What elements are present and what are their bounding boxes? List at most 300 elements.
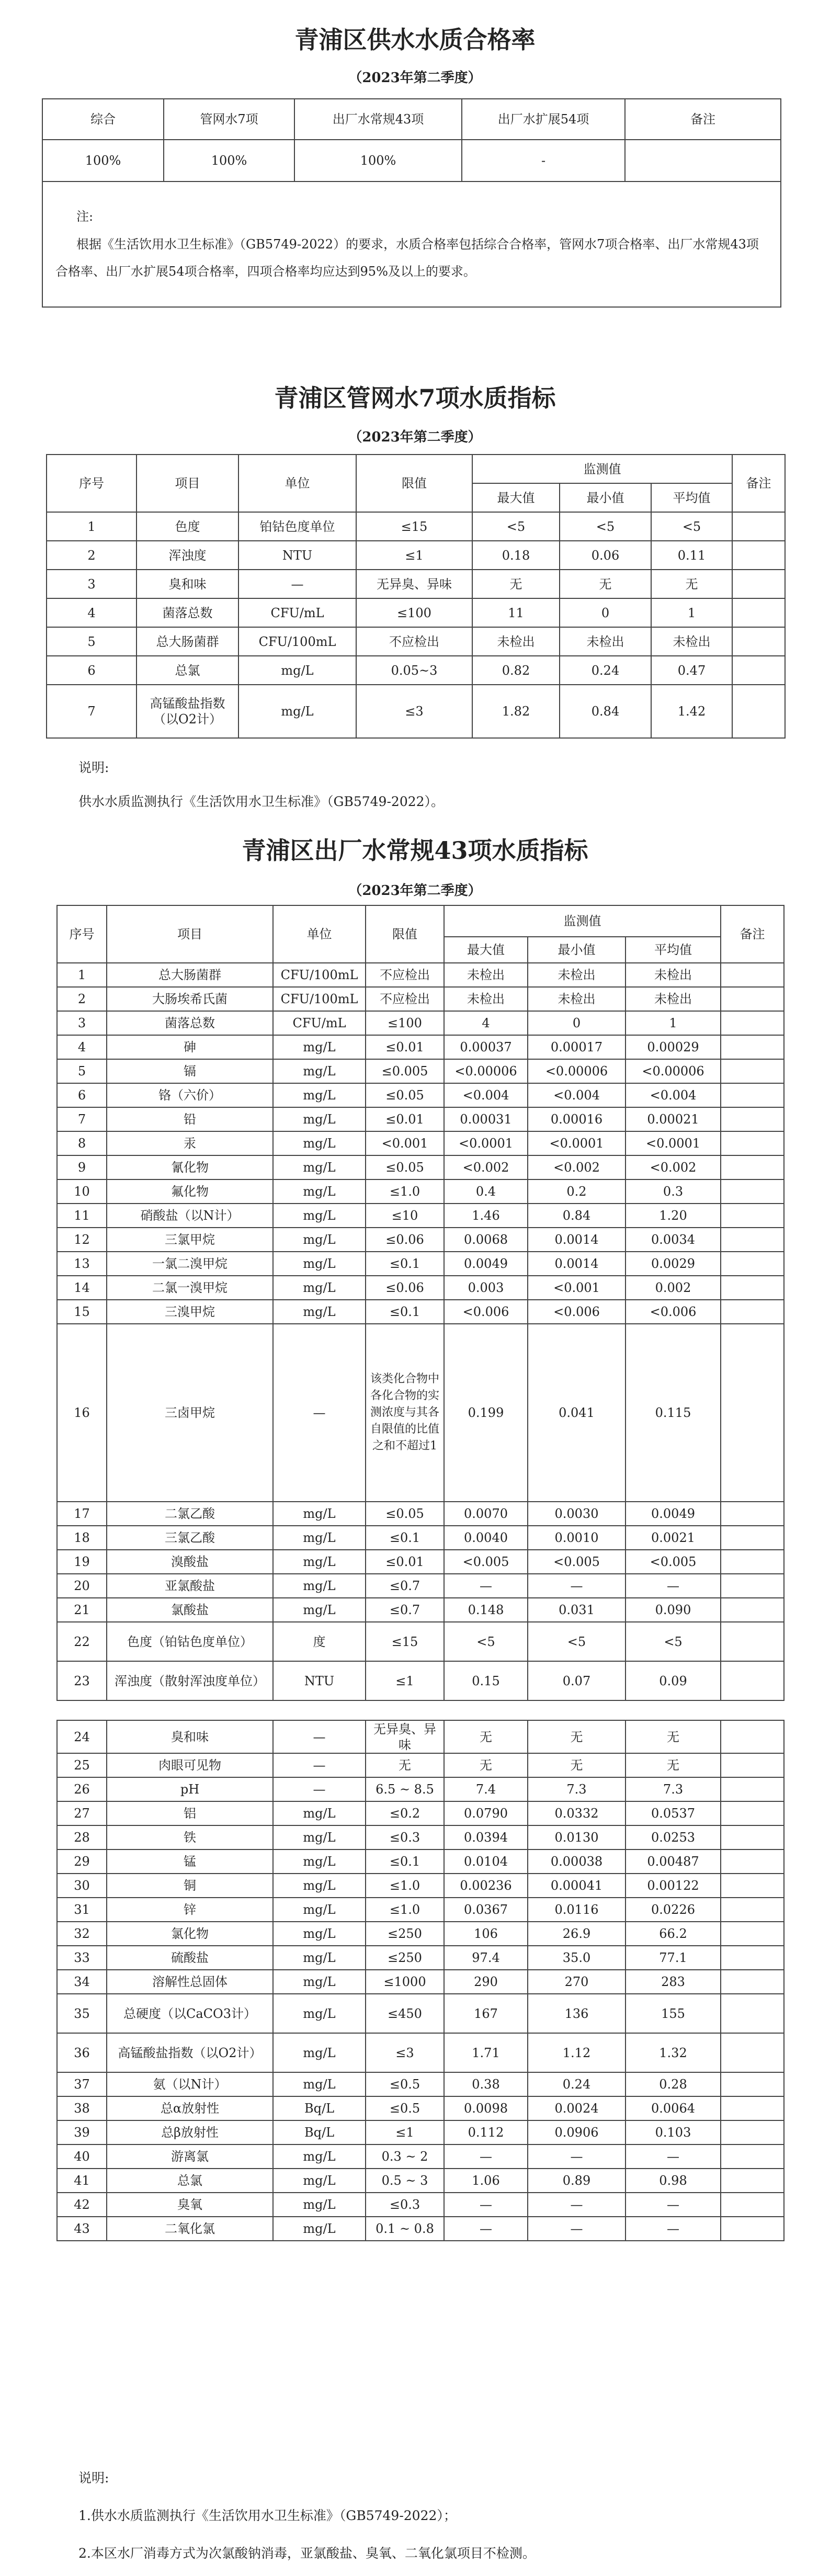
item-name: 高锰酸盐指数（以O2计） [137,685,238,738]
remark [721,1598,784,1622]
value-cell: 100% [42,140,164,181]
min-value: <0.004 [528,1083,626,1107]
table-row [57,2096,784,2120]
min-value: 0.0332 [528,1801,626,1825]
table-row [57,1598,784,1622]
avg-value: — [626,2217,721,2241]
remark [732,685,785,738]
item-name: 氰化物 [107,1155,273,1179]
table-row [57,1922,784,1946]
header-cell: 项目 [137,455,238,512]
unit: mg/L [273,1252,366,1276]
avg-value: 0.28 [626,2072,721,2096]
avg-value: 0.115 [626,1324,721,1502]
min-value: <0.001 [528,1276,626,1300]
table-row [47,570,785,598]
limit: ≤1 [366,1661,444,1700]
avg-value: 1 [651,598,732,627]
remark [721,1550,784,1574]
item-name: 铜 [107,1874,273,1898]
remark [721,1276,784,1300]
limit: ≤0.3 [366,2193,444,2217]
row-number: 25 [57,1753,107,1777]
avg-value: — [626,1574,721,1598]
remark [721,1753,784,1777]
avg-value: 0.002 [626,1276,721,1300]
table-row [57,1252,784,1276]
table-row [57,2072,784,2096]
item-name: 铝 [107,1801,273,1825]
limit: ≤3 [366,2033,444,2072]
avg-value: 1.42 [651,685,732,738]
remark [721,1574,784,1598]
row-number: 30 [57,1874,107,1898]
limit: ≤1000 [366,1970,444,1994]
row-number: 9 [57,1155,107,1179]
min-value: 0.00041 [528,1874,626,1898]
remark [721,2217,784,2241]
min-value: 136 [528,1994,626,2033]
max-value: 0.15 [444,1661,528,1700]
item-name: 总大肠菌群 [137,627,238,656]
item-name: 硫酸盐 [107,1946,273,1970]
remark [721,1083,784,1107]
item-name: 氟化物 [107,1179,273,1204]
limit: ≤0.005 [366,1059,444,1083]
avg-value: 77.1 [626,1946,721,1970]
remark [721,1502,784,1526]
section3-note-1: 1.供水水质监测执行《生活饮用水卫生标准》（GB5749-2022）； [78,2508,457,2523]
row-number: 3 [47,570,137,598]
limit: ≤450 [366,1994,444,2033]
unit: mg/L [273,1526,366,1550]
item-name: 锌 [107,1898,273,1922]
section2-note-text: 供水水质监测执行《生活饮用水卫生标准》（GB5749-2022）。 [78,794,445,809]
unit: mg/L [273,1228,366,1252]
remark [732,627,785,656]
limit: ≤15 [356,512,472,541]
item-name: 菌落总数 [107,1011,273,1035]
remark [721,987,784,1011]
unit: mg/L [273,2169,366,2193]
item-name: 总β放射性 [107,2120,273,2144]
header-cell: 项目 [107,905,273,963]
avg-value: 0.3 [626,1179,721,1204]
limit: ≤0.06 [366,1276,444,1300]
min-value: <0.002 [528,1155,626,1179]
table-row [57,1720,784,1753]
section1-subtitle: （2023年第二季度） [348,70,482,86]
unit: mg/L [273,1155,366,1179]
item-name: 色度 [137,512,238,541]
table-row [57,1083,784,1107]
avg-value: <0.0001 [626,1131,721,1155]
item-name: 游离氯 [107,2144,273,2169]
table-row [57,1777,784,1801]
unit: CFU/mL [273,1011,366,1035]
table-row [57,987,784,1011]
item-name: 浑浊度（散射浑浊度单位） [107,1661,273,1700]
item-name: 铁 [107,1825,273,1849]
limit: ≤0.05 [366,1155,444,1179]
min-value: 0.0010 [528,1526,626,1550]
limit: ≤1.0 [366,1874,444,1898]
avg-value: 0.0034 [626,1228,721,1252]
min-value: 未检出 [528,963,626,987]
table-row [57,963,784,987]
remark [721,2120,784,2144]
limit: ≤0.1 [366,1252,444,1276]
limit: 无 [366,1753,444,1777]
avg-value: 未检出 [626,987,721,1011]
limit: 不应检出 [366,963,444,987]
table-row [47,598,785,627]
row-number: 27 [57,1801,107,1825]
header-row [57,905,784,937]
min-value: 35.0 [528,1946,626,1970]
row-number: 23 [57,1661,107,1700]
table-row [57,1324,784,1502]
limit: 6.5 ~ 8.5 [366,1777,444,1801]
row-number: 26 [57,1777,107,1801]
unit: — [238,570,356,598]
limit: ≤1 [356,541,472,570]
remark [721,1994,784,2033]
unit: mg/L [273,1550,366,1574]
table-row [57,1276,784,1300]
header-cell: 最大值 [472,483,560,512]
table-row [57,2144,784,2169]
remark [721,2193,784,2217]
item-name: 二氯一溴甲烷 [107,1276,273,1300]
remark [721,1922,784,1946]
section3-note-2: 2.本区水厂消毒方式为次氯酸钠消毒，亚氯酸盐、臭氧、二氧化氯项目不检测。 [78,2546,536,2561]
remark [721,1970,784,1994]
remark [721,2169,784,2193]
unit: CFU/100mL [273,963,366,987]
max-value: 0.199 [444,1324,528,1502]
unit: CFU/100mL [238,627,356,656]
min-value: — [528,2217,626,2241]
limit: ≤250 [366,1922,444,1946]
limit: ≤0.2 [366,1801,444,1825]
remark [732,541,785,570]
row-number: 38 [57,2096,107,2120]
min-value: 0.0116 [528,1898,626,1922]
table-row [57,1946,784,1970]
avg-value: 1 [626,1011,721,1035]
unit: — [273,1753,366,1777]
max-value: <0.0001 [444,1131,528,1155]
value-cell: 100% [164,140,294,181]
avg-value: 0.98 [626,2169,721,2193]
min-value: 未检出 [560,627,651,656]
item-name: 铬（六价） [107,1083,273,1107]
section2-subtitle: （2023年第二季度） [348,429,482,445]
min-value: 0.041 [528,1324,626,1502]
limit: ≤0.01 [366,1035,444,1059]
limit: ≤0.1 [366,1526,444,1550]
remark [721,1155,784,1179]
max-value: 1.82 [472,685,560,738]
remark [732,598,785,627]
unit: mg/L [273,1574,366,1598]
table-row [47,541,785,570]
row-number: 18 [57,1526,107,1550]
limit: ≤0.01 [366,1107,444,1131]
item-name: 砷 [107,1035,273,1059]
max-value: <0.004 [444,1083,528,1107]
section3-subtitle: （2023年第二季度） [348,883,482,899]
table-row [57,2217,784,2241]
item-name: pH [107,1777,273,1801]
item-name: 溴酸盐 [107,1550,273,1574]
min-value: 0.0030 [528,1502,626,1526]
unit: mg/L [273,1825,366,1849]
limit: ≤3 [356,685,472,738]
unit: mg/L [273,1946,366,1970]
max-value: 无 [444,1720,528,1753]
min-value: 0.84 [560,685,651,738]
unit: — [273,1324,366,1502]
header-cell: 出厂水扩展54项 [462,99,625,140]
limit: ≤100 [366,1011,444,1035]
table-row [57,1849,784,1874]
row-number: 16 [57,1324,107,1502]
max-value: 0.18 [472,541,560,570]
max-value: 7.4 [444,1777,528,1801]
remark [721,2144,784,2169]
max-value: 0.0790 [444,1801,528,1825]
min-value: 0 [560,598,651,627]
limit: ≤0.5 [366,2096,444,2120]
avg-value: 0.090 [626,1598,721,1622]
avg-value: 0.0226 [626,1898,721,1922]
avg-value: <0.00006 [626,1059,721,1083]
min-value: 0.84 [528,1204,626,1228]
min-value: 未检出 [528,987,626,1011]
max-value: 0.0049 [444,1252,528,1276]
min-value: <0.006 [528,1300,626,1324]
unit: mg/L [273,2033,366,2072]
unit: mg/L [273,1276,366,1300]
item-name: 一氯二溴甲烷 [107,1252,273,1276]
table-row [57,1131,784,1155]
table-row [57,1994,784,2033]
table-row [57,1661,784,1700]
unit: mg/L [273,1898,366,1922]
header-cell: 备注 [721,905,784,963]
item-name: 大肠埃希氏菌 [107,987,273,1011]
max-value: 0.0367 [444,1898,528,1922]
max-value: 1.46 [444,1204,528,1228]
avg-value: 7.3 [626,1777,721,1801]
max-value: 1.06 [444,2169,528,2193]
item-name: 臭和味 [137,570,238,598]
row-number: 37 [57,2072,107,2096]
avg-value: 0.0064 [626,2096,721,2120]
remark [721,1849,784,1874]
row-number: 29 [57,1849,107,1874]
min-value: 0 [528,1011,626,1035]
min-value: <5 [560,512,651,541]
header-cell: 监测值 [472,455,732,483]
unit: — [273,1777,366,1801]
unit: mg/L [273,1204,366,1228]
max-value: 167 [444,1994,528,2033]
note-label: 注: [76,209,94,224]
section1-title: 青浦区供水水质合格率 [294,26,536,54]
remark [732,512,785,541]
max-value: 0.003 [444,1276,528,1300]
table-row [57,1753,784,1777]
min-value: <0.0001 [528,1131,626,1155]
table-row [57,1204,784,1228]
unit: mg/L [273,1107,366,1131]
row-number: 35 [57,1994,107,2033]
avg-value: 无 [626,1720,721,1753]
unit: mg/L [273,1598,366,1622]
item-name: 高锰酸盐指数（以O2计） [107,2033,273,2072]
min-value: <0.005 [528,1550,626,1574]
remark [721,1874,784,1898]
unit: Bq/L [273,2120,366,2144]
item-name: 总氯 [137,656,238,685]
remark [732,570,785,598]
avg-value: 283 [626,1970,721,1994]
min-value: 0.07 [528,1661,626,1700]
note-cell [42,181,781,307]
unit: mg/L [238,685,356,738]
row-number: 33 [57,1946,107,1970]
item-name: 铅 [107,1107,273,1131]
table-row [57,1011,784,1035]
max-value: <0.005 [444,1550,528,1574]
item-name: 臭氧 [107,2193,273,2217]
row-number: 5 [47,627,137,656]
max-value: <5 [444,1622,528,1661]
max-value: 0.0394 [444,1825,528,1849]
header-cell: 序号 [57,905,107,963]
avg-value: 0.00029 [626,1035,721,1059]
item-name: 三氯乙酸 [107,1526,273,1550]
header-cell: 最小值 [560,483,651,512]
row-number: 43 [57,2217,107,2241]
table-row [57,1155,784,1179]
min-value: 0.24 [560,656,651,685]
min-value: <5 [528,1622,626,1661]
remark [721,1131,784,1155]
avg-value: 0.00487 [626,1849,721,1874]
row-number: 11 [57,1204,107,1228]
min-value: 无 [528,1753,626,1777]
min-value: 0.24 [528,2072,626,2096]
row-number: 39 [57,2120,107,2144]
table-row [57,1574,784,1598]
value-cell: - [462,140,625,181]
remark [721,1035,784,1059]
section2-note-label: 说明: [78,760,109,775]
limit: 0.5 ~ 3 [366,2169,444,2193]
item-name: 总α放射性 [107,2096,273,2120]
limit: ≤15 [366,1622,444,1661]
unit: mg/L [238,656,356,685]
unit: mg/L [273,1922,366,1946]
item-name: 氨（以N计） [107,2072,273,2096]
min-value: 0.031 [528,1598,626,1622]
min-value: 270 [528,1970,626,1994]
max-value: 未检出 [472,627,560,656]
row-number: 31 [57,1898,107,1922]
pass-rate-table [42,98,781,308]
item-name: 汞 [107,1131,273,1155]
avg-value: <0.002 [626,1155,721,1179]
max-value: 无 [472,570,560,598]
max-value: 0.4 [444,1179,528,1204]
limit: ≤250 [366,1946,444,1970]
unit: mg/L [273,1300,366,1324]
item-name: 三卤甲烷 [107,1324,273,1502]
item-name: 二氯乙酸 [107,1502,273,1526]
avg-value: 0.103 [626,2120,721,2144]
max-value: 0.148 [444,1598,528,1622]
header-cell: 最小值 [528,937,626,963]
min-value: <0.00006 [528,1059,626,1083]
avg-value: <0.005 [626,1550,721,1574]
min-value: 0.0024 [528,2096,626,2120]
row-number: 3 [57,1011,107,1035]
row-number: 10 [57,1179,107,1204]
remark [721,1825,784,1849]
min-value: 26.9 [528,1922,626,1946]
unit: CFU/mL [238,598,356,627]
avg-value: 无 [651,570,732,598]
row-number: 7 [57,1107,107,1131]
limit: 不应检出 [356,627,472,656]
table-row [57,1035,784,1059]
note-text: 根据《生活饮用水卫生标准》（GB5749-2022）的要求，水质合格率包括综合合格率，管网水7项合格率、出厂水常规43项合格率、出厂水扩展54项合格率，四项合格率均应达到95%及以上的要求。 [55,236,759,279]
limit: 0.05~3 [356,656,472,685]
max-value: 0.38 [444,2072,528,2096]
unit: mg/L [273,2217,366,2241]
avg-value: <0.004 [626,1083,721,1107]
min-value: 0.0014 [528,1228,626,1252]
limit: <0.001 [366,1131,444,1155]
avg-value: 0.0537 [626,1801,721,1825]
max-value: 0.00031 [444,1107,528,1131]
limit: ≤10 [366,1204,444,1228]
min-value: 0.89 [528,2169,626,2193]
row-number: 19 [57,1550,107,1574]
remark [721,1898,784,1922]
header-cell: 单位 [273,905,366,963]
remark [721,1946,784,1970]
unit: CFU/100mL [273,987,366,1011]
table-row [47,685,785,738]
limit: ≤0.5 [366,2072,444,2096]
unit: mg/L [273,1059,366,1083]
limit: ≤1.0 [366,1898,444,1922]
avg-value: 0.00122 [626,1874,721,1898]
limit: ≤0.05 [366,1083,444,1107]
limit: ≤0.05 [366,1502,444,1526]
item-name: 总大肠菌群 [107,963,273,987]
table-row [57,2193,784,2217]
remark [732,656,785,685]
factory-water-table [56,905,784,2241]
max-value: 0.112 [444,2120,528,2144]
limit: 无异臭、异味 [356,570,472,598]
